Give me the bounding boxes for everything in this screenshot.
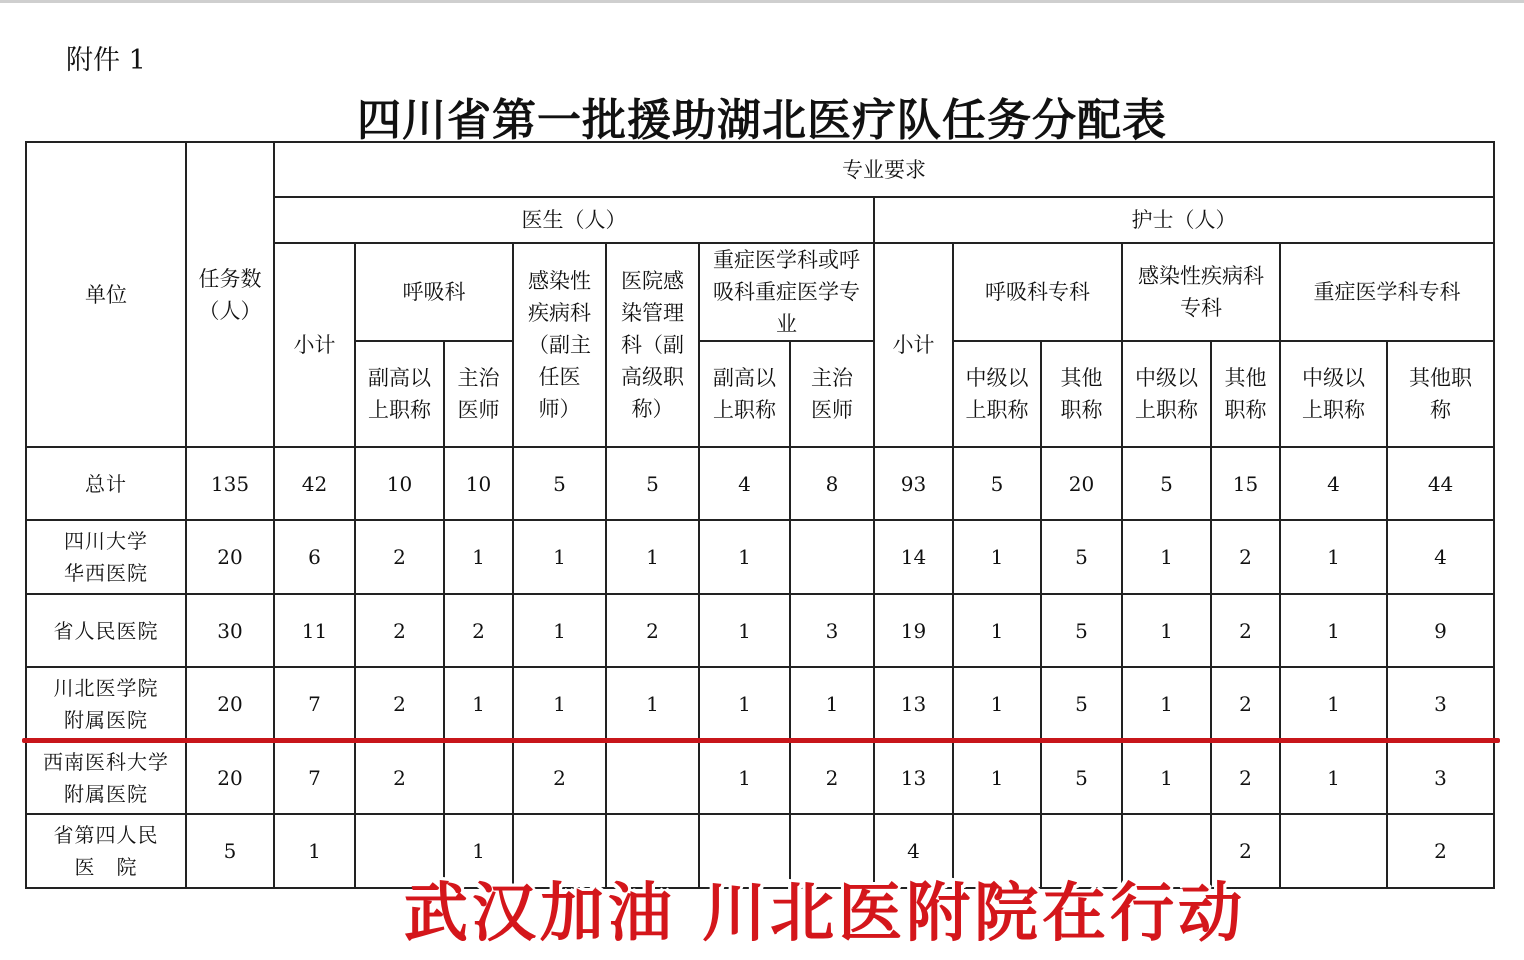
row-value-cell: 8 — [790, 447, 874, 520]
row-value-cell: 1 — [1280, 520, 1387, 594]
row-value-cell: 2 — [355, 741, 444, 814]
row-value-cell: 10 — [444, 447, 513, 520]
row-value-cell: 14 — [874, 520, 953, 594]
header-resp-other-text: 其他职称 — [1060, 366, 1103, 422]
header-infectious-specialty-text: 感染性疾病科专科 — [1138, 264, 1264, 320]
row-value-cell — [606, 741, 699, 814]
row-value-cell: 4 — [1280, 447, 1387, 520]
row-value-cell: 42 — [274, 447, 355, 520]
row-value-cell: 1 — [606, 520, 699, 594]
header-critical-attending — [790, 341, 874, 447]
header-critical-care-or-respiratory-text: 重症医学科或呼吸科重症医学专业 — [713, 248, 860, 336]
row-value-cell: 4 — [1387, 520, 1494, 594]
row-value-cell: 1 — [953, 667, 1041, 741]
row-value-cell: 5 — [1122, 447, 1211, 520]
table-row — [26, 520, 1494, 594]
header-infectious-disease — [513, 243, 606, 447]
row-value-cell: 5 — [1041, 520, 1122, 594]
row-value-cell: 1 — [1280, 741, 1387, 814]
header-critical-intermediate — [1280, 341, 1387, 447]
allocation-table-container — [25, 141, 1495, 889]
header-infectious-other — [1211, 341, 1280, 447]
header-doctors: 医生（人） — [274, 197, 874, 243]
row-value-cell: 2 — [1387, 814, 1494, 888]
row-value-cell: 44 — [1387, 447, 1494, 520]
row-unit-name: 四川大学华西医院 — [64, 529, 148, 585]
header-critical-deputy-senior — [699, 341, 790, 447]
row-value-cell: 5 — [513, 447, 606, 520]
row-value-cell: 5 — [1041, 594, 1122, 667]
row-value-cell: 5 — [606, 447, 699, 520]
row-value-cell: 4 — [874, 814, 953, 888]
row-value-cell: 10 — [355, 447, 444, 520]
row-value-cell: 2 — [355, 520, 444, 594]
row-value-cell: 2 — [606, 594, 699, 667]
row-value-cell: 3 — [1387, 741, 1494, 814]
row-value-cell: 20 — [1041, 447, 1122, 520]
header-nurses: 护士（人） — [874, 197, 1494, 243]
row-value-cell: 1 — [444, 667, 513, 741]
header-critical-intermediate-text: 中级以上职称 — [1302, 366, 1365, 422]
highlight-underline — [22, 738, 1500, 743]
header-resp-deputy-senior — [355, 341, 444, 447]
header-doctor-subtotal: 小计 — [274, 243, 355, 447]
header-task-count — [186, 142, 274, 447]
row-value-cell — [790, 520, 874, 594]
row-value-cell: 5 — [186, 814, 274, 888]
row-value-cell: 2 — [355, 594, 444, 667]
row-value-cell: 1 — [1280, 667, 1387, 741]
row-value-cell: 13 — [874, 667, 953, 741]
header-critical-attending-text: 主治医师 — [811, 366, 853, 422]
row-value-cell: 2 — [1211, 814, 1280, 888]
row-value-cell: 1 — [444, 520, 513, 594]
row-value-cell: 1 — [953, 594, 1041, 667]
row-value-cell: 1 — [953, 520, 1041, 594]
table-row — [26, 447, 1494, 520]
row-unit-name: 川北医学院附属医院 — [53, 676, 159, 732]
table-body — [26, 447, 1494, 888]
header-professional-requirements: 专业要求 — [274, 142, 1494, 197]
header-critical-care-or-respiratory — [699, 243, 874, 341]
row-value-cell: 5 — [1041, 667, 1122, 741]
row-value-cell: 1 — [1122, 667, 1211, 741]
row-unit-cell — [26, 594, 186, 667]
row-value-cell: 2 — [355, 667, 444, 741]
row-unit-name: 省第四人民医 院 — [53, 823, 159, 879]
row-value-cell: 135 — [186, 447, 274, 520]
row-unit-name: 西南医科大学附属医院 — [43, 749, 169, 806]
attachment-label: 附件 1 — [66, 45, 146, 76]
row-unit-cell — [26, 520, 186, 594]
row-value-cell: 9 — [1387, 594, 1494, 667]
header-nurse-subtotal: 小计 — [874, 243, 953, 447]
row-unit-cell — [26, 447, 186, 520]
table-row — [26, 667, 1494, 741]
row-value-cell: 93 — [874, 447, 953, 520]
row-value-cell: 3 — [790, 594, 874, 667]
header-infectious-other-text: 其他职称 — [1224, 366, 1267, 422]
row-value-cell: 1 — [699, 741, 790, 814]
row-value-cell: 30 — [186, 594, 274, 667]
row-value-cell: 2 — [1211, 594, 1280, 667]
row-value-cell — [444, 741, 513, 814]
row-value-cell: 7 — [274, 667, 355, 741]
header-resp-other — [1041, 341, 1122, 447]
header-critical-specialty: 重症医学科专科 — [1280, 243, 1494, 341]
header-respiratory: 呼吸科 — [355, 243, 513, 341]
header-infectious-specialty — [1122, 243, 1280, 341]
row-value-cell: 1 — [513, 594, 606, 667]
header-infectious-intermediate — [1122, 341, 1211, 447]
allocation-table — [25, 141, 1495, 889]
row-value-cell: 1 — [513, 520, 606, 594]
row-value-cell: 2 — [1211, 741, 1280, 814]
row-value-cell: 2 — [1211, 667, 1280, 741]
header-resp-deputy-senior-text: 副高以上职称 — [368, 366, 431, 422]
header-infectious-disease-text: 感染性疾病科（副主任医师） — [528, 269, 591, 421]
row-value-cell: 2 — [1211, 520, 1280, 594]
header-critical-other-text: 其他职称 — [1409, 366, 1473, 422]
row-value-cell: 1 — [513, 667, 606, 741]
row-value-cell: 5 — [953, 447, 1041, 520]
row-value-cell: 13 — [874, 741, 953, 814]
header-resp-attending-text: 主治医师 — [457, 366, 500, 422]
row-value-cell: 20 — [186, 667, 274, 741]
row-value-cell: 1 — [274, 814, 355, 888]
row-value-cell: 1 — [699, 594, 790, 667]
row-value-cell: 1 — [444, 814, 513, 888]
header-resp-attending — [444, 341, 513, 447]
row-value-cell: 2 — [790, 741, 874, 814]
header-infection-management-text: 医院感染管理科（副高级职称） — [621, 269, 684, 421]
row-unit-name: 省人民医院 — [53, 618, 159, 643]
row-value-cell: 3 — [1387, 667, 1494, 741]
row-value-cell: 1 — [1122, 520, 1211, 594]
row-value-cell: 7 — [274, 741, 355, 814]
header-infectious-intermediate-text: 中级以上职称 — [1135, 366, 1198, 422]
row-value-cell: 19 — [874, 594, 953, 667]
row-value-cell: 4 — [699, 447, 790, 520]
row-value-cell: 11 — [274, 594, 355, 667]
header-infection-management — [606, 243, 699, 447]
row-value-cell: 1 — [699, 667, 790, 741]
row-value-cell: 1 — [790, 667, 874, 741]
row-unit-name: 总计 — [85, 471, 127, 496]
row-value-cell: 1 — [1280, 594, 1387, 667]
top-edge-line — [0, 0, 1524, 3]
row-unit-cell — [26, 741, 186, 814]
row-value-cell: 15 — [1211, 447, 1280, 520]
table-row — [26, 741, 1494, 814]
header-unit: 单位 — [26, 142, 186, 447]
row-value-cell: 20 — [186, 741, 274, 814]
header-respiratory-specialty: 呼吸科专科 — [953, 243, 1122, 341]
row-value-cell: 1 — [699, 520, 790, 594]
row-value-cell: 1 — [953, 741, 1041, 814]
row-value-cell: 20 — [186, 520, 274, 594]
slogan-overlay: 武汉加油 川北医附院在行动 — [403, 877, 1247, 951]
header-task-count-text: 任务数（人） — [198, 266, 262, 323]
row-unit-cell — [26, 667, 186, 741]
row-value-cell: 1 — [606, 667, 699, 741]
header-resp-intermediate-text: 中级以上职称 — [965, 366, 1029, 422]
row-value-cell: 1 — [1122, 741, 1211, 814]
header-resp-intermediate — [953, 341, 1041, 447]
row-value-cell: 2 — [513, 741, 606, 814]
row-value-cell: 1 — [1122, 594, 1211, 667]
row-value-cell: 2 — [444, 594, 513, 667]
row-value-cell: 5 — [1041, 741, 1122, 814]
row-value-cell: 6 — [274, 520, 355, 594]
page-title: 四川省第一批援助湖北医疗队任务分配表 — [357, 95, 1167, 146]
header-critical-other — [1387, 341, 1494, 447]
table-row — [26, 594, 1494, 667]
header-critical-deputy-senior-text: 副高以上职称 — [713, 366, 776, 422]
